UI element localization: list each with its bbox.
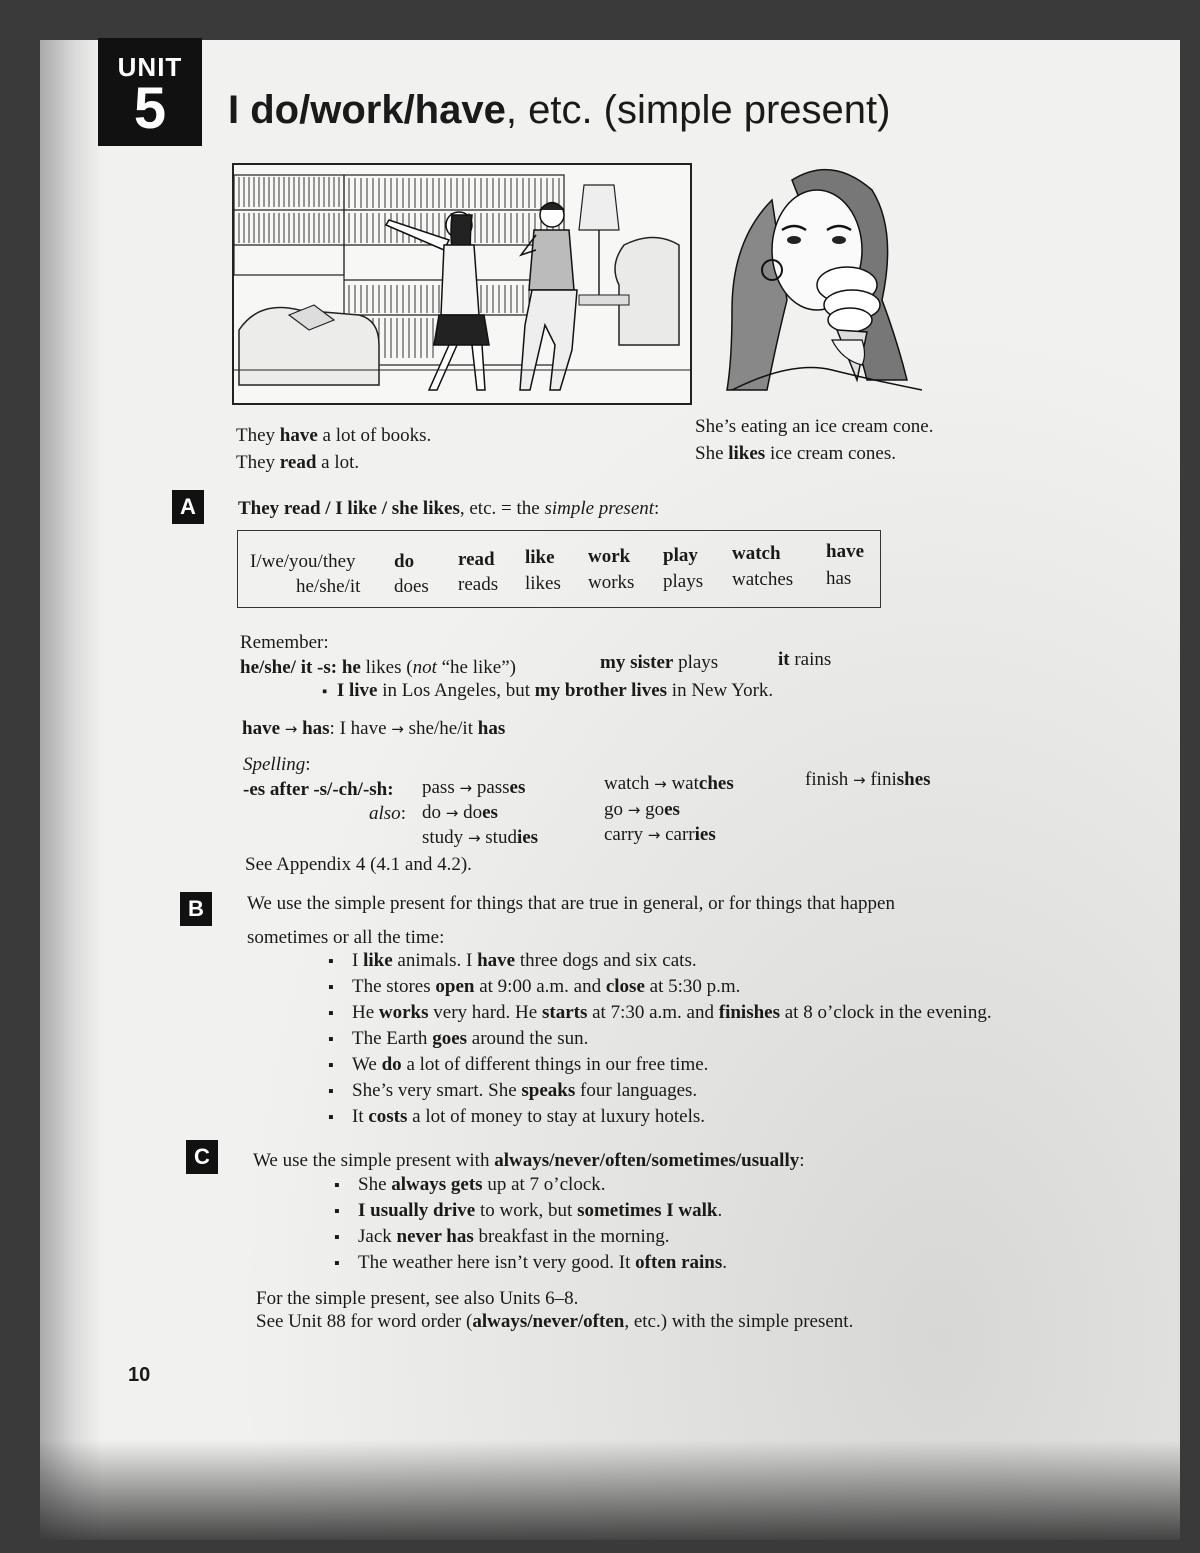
spelling-example: finish → finishes: [805, 769, 931, 790]
rule-have-has: have → has: I have → she/he/it has: [242, 718, 506, 739]
list-item: ▪ I like animals. I have three dogs and six cats.: [328, 948, 992, 974]
section-badge-a: A: [172, 490, 204, 524]
spelling-rule: -es after -s/-ch/-sh:: [243, 779, 394, 800]
section-c-intro: We use the simple present with always/never/often/sometimes/usually:: [253, 1150, 805, 1171]
spelling-example: carry → carries: [604, 824, 716, 845]
page-title: [228, 88, 890, 133]
library-drawing: [234, 165, 690, 403]
arrow-icon: →: [459, 779, 473, 797]
arrow-icon: →: [284, 720, 298, 738]
unit-number: 5: [133, 76, 167, 141]
list-item: ▪ The Earth goes around the sun.: [328, 1026, 992, 1052]
arrow-icon: →: [853, 771, 866, 789]
arrow-icon: →: [467, 829, 481, 847]
section-b-intro-1: We use the simple present for things that are true in general, or for things that happen: [247, 893, 895, 914]
spelling-example: pass → passes: [422, 777, 526, 798]
page-number: 10: [128, 1364, 151, 1386]
spelling-example: study → studies: [422, 827, 539, 848]
spelling-also: also:: [369, 803, 406, 824]
list-item: ▪ It costs a lot of money to stay at luxury hotels.: [328, 1104, 992, 1130]
caption-right-line-2: She likes ice cream cones.: [695, 443, 897, 464]
library-illustration: [232, 163, 692, 405]
rule-example-rains: it rains: [778, 649, 832, 670]
caption-left-line-1: They have a lot of books.: [236, 425, 432, 446]
remember-label: Remember:: [240, 632, 329, 653]
list-item: ▪ She’s very smart. She speaks four languages.: [328, 1078, 992, 1104]
table-cell: likes: [525, 573, 561, 594]
table-cell: has: [826, 568, 852, 589]
unit-badge: [98, 38, 202, 146]
list-item: ▪ The stores open at 9:00 a.m. and close at 5:30 p.m.: [328, 974, 992, 1000]
list-item: ▪ Jack never has breakfast in the morning.: [334, 1224, 727, 1250]
arrow-icon: →: [445, 804, 459, 822]
rule-s-ending: he/she/ it -s: he likes (not “he like”): [240, 657, 516, 678]
list-item: ▪ The weather here isn’t very good. It often rains.: [334, 1250, 727, 1276]
rule-example-sister: my sister plays: [600, 652, 719, 673]
table-cell: do: [394, 551, 415, 572]
arrow-icon: →: [654, 775, 667, 793]
page-binding-shadow: [40, 40, 100, 1540]
spelling-label: Spelling:: [243, 754, 311, 775]
list-item: ▪ He works very hard. He starts at 7:30 a.m. and finishes at 8 o’clock in the evening.: [328, 1000, 992, 1026]
spelling-example: do → does: [422, 802, 498, 823]
ice-cream-illustration: [712, 160, 932, 400]
arrow-icon: →: [647, 826, 661, 844]
table-cell: does: [394, 576, 429, 597]
caption-left: [236, 422, 431, 476]
table-cell: play: [663, 545, 698, 566]
title-rest: , etc. (simple present): [505, 88, 891, 132]
table-cell: works: [588, 572, 635, 593]
spelling-example: watch → watches: [604, 773, 734, 794]
list-item: ▪ I usually drive to work, but sometimes I walk.: [334, 1198, 727, 1224]
table-cell: watch: [732, 543, 781, 564]
rule-example-sentence: ▪ I live in Los Angeles, but my brother lives in New York.: [322, 680, 774, 701]
verb-forms-table: [237, 530, 881, 608]
arrow-icon: →: [627, 801, 641, 819]
see-also-note-2: See Unit 88 for word order (always/never/often, etc.) with the simple present.: [256, 1311, 854, 1332]
table-row-label-2: he/she/it: [296, 576, 361, 597]
table-cell: work: [588, 546, 631, 567]
see-also-note-1: For the simple present, see also Units 6–8.: [256, 1288, 579, 1309]
section-a-heading: They read / I like / she likes, etc. = the simple present:: [238, 498, 660, 519]
section-b-examples: [328, 948, 992, 1130]
list-item: ▪ We do a lot of different things in our free time.: [328, 1052, 992, 1078]
unit-label: UNIT: [117, 52, 183, 82]
section-b-intro-2: sometimes or all the time:: [247, 927, 445, 948]
ice-cream-drawing: [712, 160, 932, 400]
spelling-example: go → goes: [604, 799, 680, 820]
table-cell: read: [458, 549, 495, 570]
page-bottom-shadow: [40, 1440, 1180, 1540]
appendix-reference: See Appendix 4 (4.1 and 4.2).: [245, 854, 472, 875]
caption-left-line-2: They read a lot.: [236, 452, 360, 473]
caption-right: [695, 413, 933, 467]
section-c-examples: [334, 1172, 727, 1276]
table-cell: reads: [458, 574, 499, 595]
table-cell: plays: [663, 571, 704, 592]
table-cell: like: [525, 547, 555, 568]
title-bold: I do/work/have: [228, 88, 506, 132]
caption-right-line-1: She’s eating an ice cream cone.: [695, 416, 934, 437]
table-row-label-1: I/we/you/they: [250, 551, 356, 572]
table-cell: have: [826, 541, 864, 562]
table-cell: watches: [732, 569, 794, 590]
section-badge-c: C: [186, 1140, 218, 1174]
arrow-icon: →: [391, 720, 404, 738]
section-badge-b: B: [180, 892, 212, 926]
list-item: ▪ She always gets up at 7 o’clock.: [334, 1172, 727, 1198]
